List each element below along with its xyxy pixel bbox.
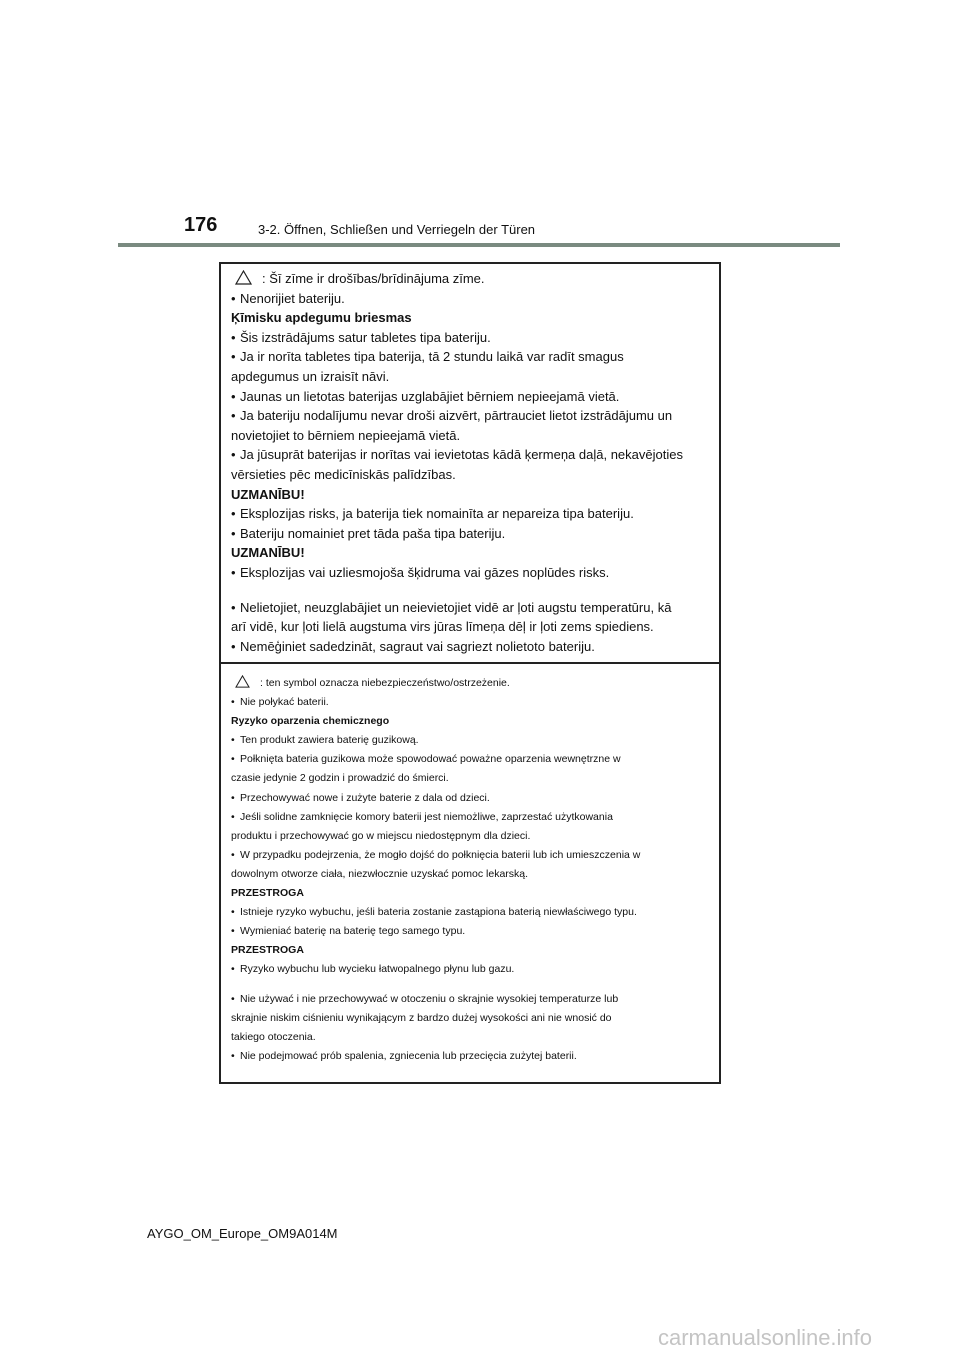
page-number: 176 xyxy=(184,214,218,236)
list-item: • Wymieniać baterię na baterię tego samego typu. xyxy=(231,922,709,941)
symbol-note-line: : ten symbol oznacza niebezpieczeństwo/ostrzeżenie. xyxy=(231,674,709,693)
bullet: • xyxy=(231,963,235,976)
list-item: • Nemēģiniet sadedzināt, sagraut vai sagriezt nolietoto bateriju. xyxy=(231,637,709,657)
list-item: • Jeśli solidne zamknięcie komory baterii jest niemożliwe, zaprzestać użytkowania xyxy=(231,808,709,827)
list-item-continuation: arī vidē, kur ļoti lielā augstuma virs jūras līmeņa dēļ ir ļoti zems spiediens. xyxy=(231,619,654,635)
watermark: carmanualsonline.info xyxy=(658,1325,873,1350)
bullet: • xyxy=(231,349,236,365)
symbol-note-line: : Šī zīme ir drošības/brīdinājuma zīme. xyxy=(231,269,709,289)
list-item: • Nie używać i nie przechowywać w otoczeniu o skrajnie wysokiej temperaturze lub xyxy=(231,990,709,1009)
list-item: • Istnieje ryzyko wybuchu, jeśli bateria zostanie zastąpiona baterią niewłaściwego typu. xyxy=(231,903,709,922)
bullet: • xyxy=(231,753,235,766)
bullet: • xyxy=(231,290,236,306)
polish-warning-block xyxy=(221,664,719,1066)
bullet: • xyxy=(231,388,236,404)
heading: PRZESTROGA xyxy=(231,944,304,957)
list-item: • Ja jūsuprāt baterijas ir norītas vai ievietotas kādā ķermeņa daļā, nekavējoties xyxy=(231,445,709,465)
bullet: • xyxy=(231,638,236,654)
bullet: • xyxy=(231,810,235,823)
list-item: • Ryzyko wybuchu lub wycieku łatwopalnego płynu lub gazu. xyxy=(231,960,709,979)
list-item-continuation: dowolnym otworze ciała, niezwłocznie uzyskać pomoc lekarską. xyxy=(231,867,529,880)
warning-triangle-icon xyxy=(235,675,250,695)
list-item: • Bateriju nomainiet pret tāda paša tipa bateriju. xyxy=(231,524,709,544)
list-item: • W przypadku podejrzenia, że mogło dojść do połknięcia baterii lub ich umieszczenia w xyxy=(231,846,709,865)
heading: UZMANĪBU! xyxy=(231,545,305,561)
section-title: 3-2. Öffnen, Schließen und Verriegeln der Türen xyxy=(258,222,536,237)
header-divider xyxy=(118,243,840,247)
heading: UZMANĪBU! xyxy=(231,486,305,502)
document-code: AYGO_OM_Europe_OM9A014M xyxy=(147,1226,338,1241)
bullet: • xyxy=(231,506,236,522)
bullet: • xyxy=(231,696,235,709)
heading: PRZESTROGA xyxy=(231,887,304,900)
list-item: • Jaunas un lietotas baterijas uzglabājiet bērniem nepieejamā vietā. xyxy=(231,387,709,407)
list-item: • Ja bateriju nodalījumu nevar droši aizvērt, pārtrauciet lietot izstrādājumu un xyxy=(231,406,709,426)
bullet: • xyxy=(231,848,235,861)
list-item-continuation: skrajnie niskim ciśnieniu wynikającym z bardzo dużej wysokości ani nie wnosić do xyxy=(231,1011,612,1024)
bullet: • xyxy=(231,734,235,747)
list-item: • Ja ir norīta tabletes tipa baterija, tā 2 stundu laikā var radīt smagus xyxy=(231,347,709,367)
list-item-continuation: vērsieties pēc medicīniskās palīdzības. xyxy=(231,466,456,482)
battery-warning-box xyxy=(219,262,721,1084)
list-item: • Nie podejmować prób spalenia, zgniecenia lub przecięcia zużytej baterii. xyxy=(231,1047,709,1066)
list-item: • Przechowywać nowe i zużyte baterie z dala od dzieci. xyxy=(231,789,709,808)
spacer xyxy=(231,980,709,990)
list-item: • Šis izstrādājums satur tabletes tipa bateriju. xyxy=(231,328,709,348)
heading: Ķīmisku apdegumu briesmas xyxy=(231,310,412,326)
list-item: • Nenorijiet bateriju. xyxy=(231,289,709,309)
bullet: • xyxy=(231,906,235,919)
list-item-continuation: takiego otoczenia. xyxy=(231,1030,316,1043)
bullet: • xyxy=(231,564,236,580)
list-item: • Nelietojiet, neuzglabājiet un neievietojiet vidē ar ļoti augstu temperatūru, kā xyxy=(231,598,709,618)
list-item-continuation: novietojiet to bērniem nepieejamā vietā. xyxy=(231,427,461,443)
list-item-continuation: czasie jedynie 2 godzin i prowadzić do śmierci. xyxy=(231,772,449,785)
bullet: • xyxy=(231,599,236,615)
bullet: • xyxy=(231,329,236,345)
list-item-continuation: produktu i przechowywać go w miejscu niedostępnym dla dzieci. xyxy=(231,829,531,842)
list-item: • Eksplozijas vai uzliesmojoša šķidruma vai gāzes noplūdes risks. xyxy=(231,563,709,583)
bullet: • xyxy=(231,1049,235,1062)
list-item: • Ten produkt zawiera baterię guzikową. xyxy=(231,731,709,750)
heading: Ryzyko oparzenia chemicznego xyxy=(231,715,390,728)
bullet: • xyxy=(231,525,236,541)
latvian-warning-block xyxy=(221,264,719,664)
list-item: • Połknięta bateria guzikowa może spowodować poważne oparzenia wewnętrzne w xyxy=(231,750,709,769)
bullet: • xyxy=(231,447,236,463)
bullet: • xyxy=(231,408,236,424)
list-item: • Eksplozijas risks, ja baterija tiek nomainīta ar nepareiza tipa bateriju. xyxy=(231,504,709,524)
bullet: • xyxy=(231,791,235,804)
warning-triangle-icon xyxy=(235,270,252,291)
spacer xyxy=(231,583,709,598)
list-item-continuation: apdegumus un izraisīt nāvi. xyxy=(231,368,390,384)
bullet: • xyxy=(231,992,235,1005)
list-item: • Nie połykać baterii. xyxy=(231,693,709,712)
bullet: • xyxy=(231,925,235,938)
